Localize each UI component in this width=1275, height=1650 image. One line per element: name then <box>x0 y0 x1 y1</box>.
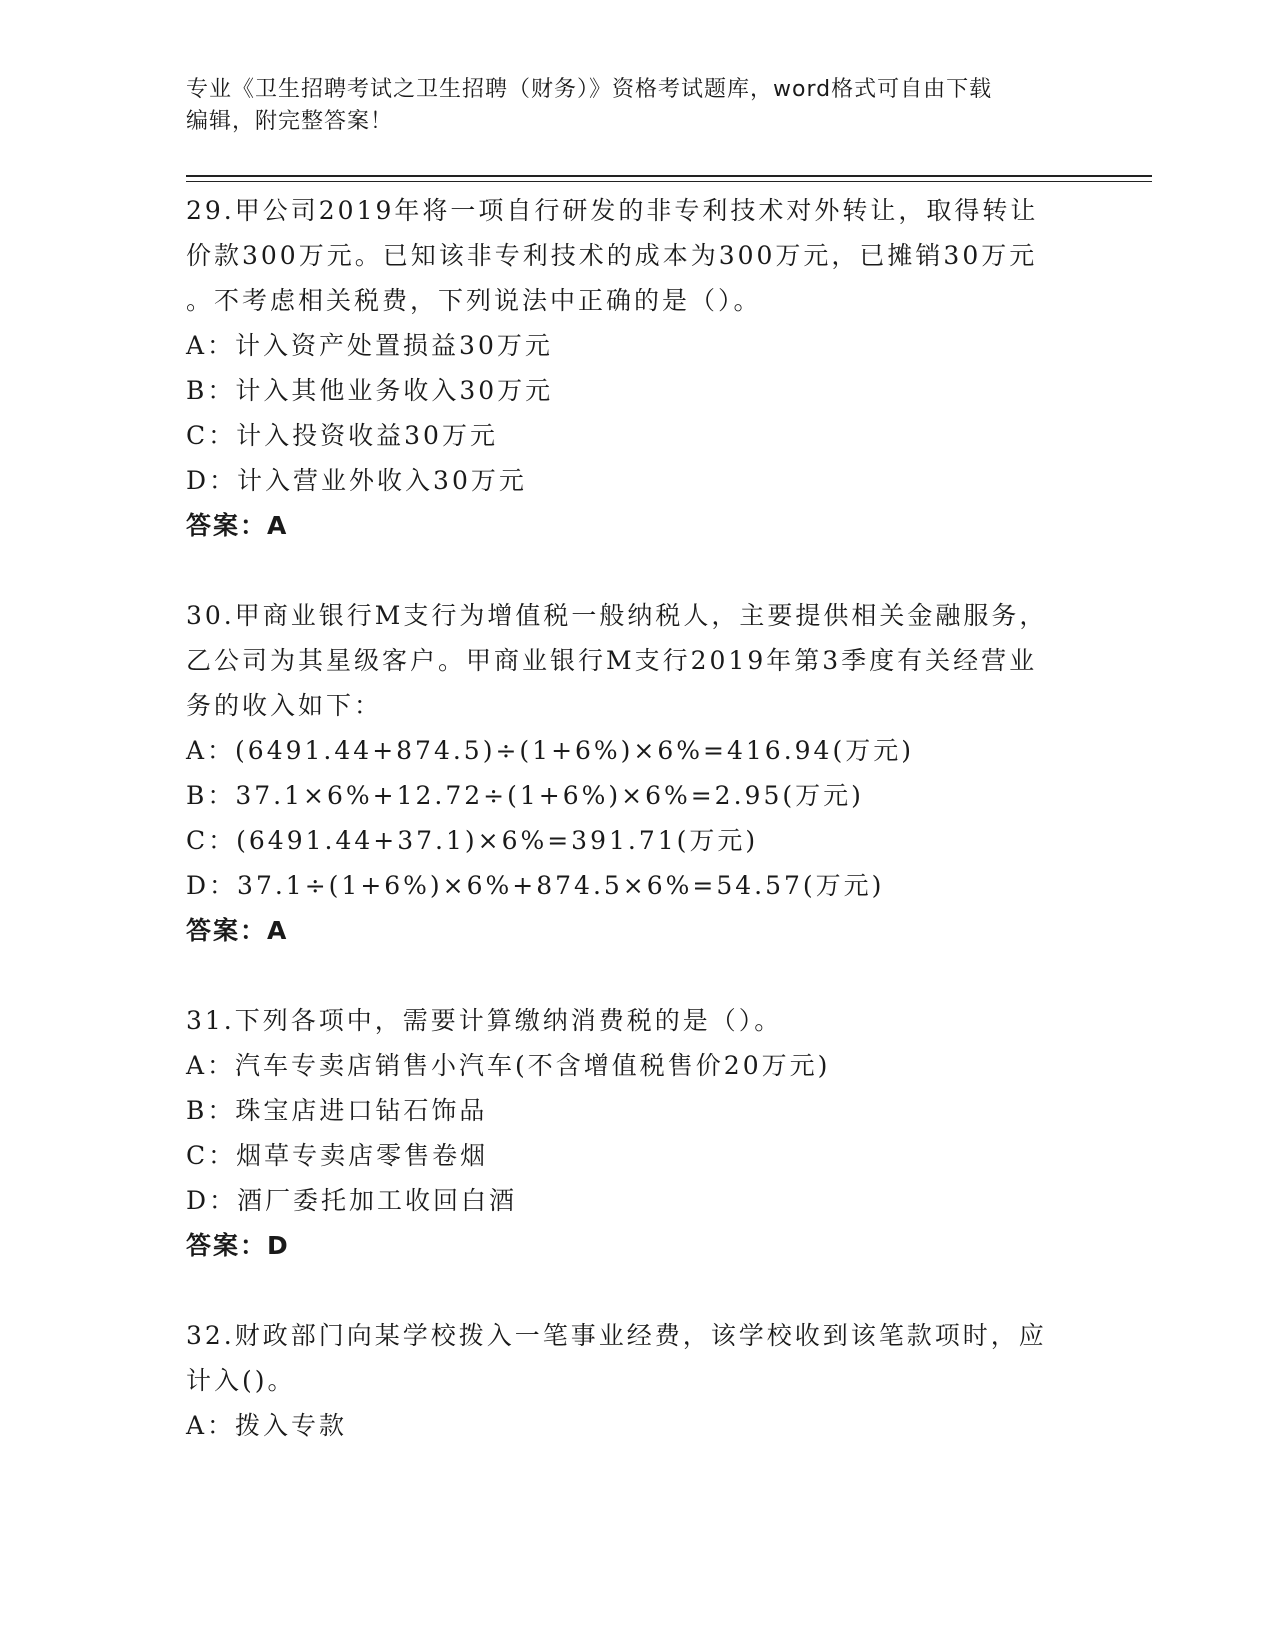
answer-line: 答案：A <box>186 916 289 945</box>
header-line-1: 专业《卫生招聘考试之卫生招聘（财务）》资格考试题库，word格式可自由下载 <box>186 77 993 102</box>
option-c: C：烟草专卖店零售卷烟 <box>186 1141 489 1170</box>
answer-line: 答案：D <box>186 1231 290 1260</box>
question-text-line: 计入()。 <box>186 1366 296 1395</box>
answer-line: 答案：A <box>186 511 289 540</box>
question-text-line: 30.甲商业银行M支行为增值税一般纳税人，主要提供相关金融服务， <box>186 601 1048 630</box>
option-b: B：37.1×6%+12.72÷(1+6%)×6%=2.95(万元) <box>186 781 864 810</box>
question-list <box>186 188 1086 1448</box>
question-text-line: 31.下列各项中，需要计算缴纳消费税的是（）。 <box>186 1006 783 1035</box>
question-text-line: 价款300万元。已知该非专利技术的成本为300万元，已摊销30万元 <box>186 241 1038 270</box>
option-c: C：计入投资收益30万元 <box>186 421 498 450</box>
header-divider-thick <box>186 175 1152 177</box>
question-spacer <box>186 1268 1086 1313</box>
question-32 <box>186 1313 1086 1448</box>
option-b: B：计入其他业务收入30万元 <box>186 376 554 405</box>
option-d: D：37.1÷(1+6%)×6%+874.5×6%=54.57(万元) <box>186 871 885 900</box>
option-a: A：拨入专款 <box>186 1411 348 1440</box>
question-31 <box>186 998 1086 1268</box>
question-spacer <box>186 548 1086 593</box>
option-a: A：计入资产处置损益30万元 <box>186 331 553 360</box>
question-spacer <box>186 953 1086 998</box>
header-line-2: 编辑，附完整答案！ <box>186 109 394 134</box>
question-text-line: 32.财政部门向某学校拨入一笔事业经费，该学校收到该笔款项时，应 <box>186 1321 1047 1350</box>
option-d: D：计入营业外收入30万元 <box>186 466 527 495</box>
option-b: B：珠宝店进口钻石饰品 <box>186 1096 488 1125</box>
question-29 <box>186 188 1086 548</box>
option-a: A：汽车专卖店销售小汽车(不含增值税售价20万元) <box>186 1051 831 1080</box>
question-text-line: 29.甲公司2019年将一项自行研发的非专利技术对外转让，取得转让 <box>186 196 1039 225</box>
question-text-line: 乙公司为其星级客户。甲商业银行M支行2019年第3季度有关经营业 <box>186 646 1038 675</box>
option-a: A：(6491.44+874.5)÷(1+6%)×6%=416.94(万元) <box>186 736 914 765</box>
option-d: D：酒厂委托加工收回白酒 <box>186 1186 518 1215</box>
question-text-line: 。不考虑相关税费，下列说法中正确的是（）。 <box>186 286 762 315</box>
option-c: C：(6491.44+37.1)×6%=391.71(万元) <box>186 826 759 855</box>
question-text-line: 务的收入如下： <box>186 691 383 720</box>
header-divider-thin <box>186 181 1152 182</box>
document-header <box>186 74 1066 138</box>
question-30 <box>186 593 1086 953</box>
